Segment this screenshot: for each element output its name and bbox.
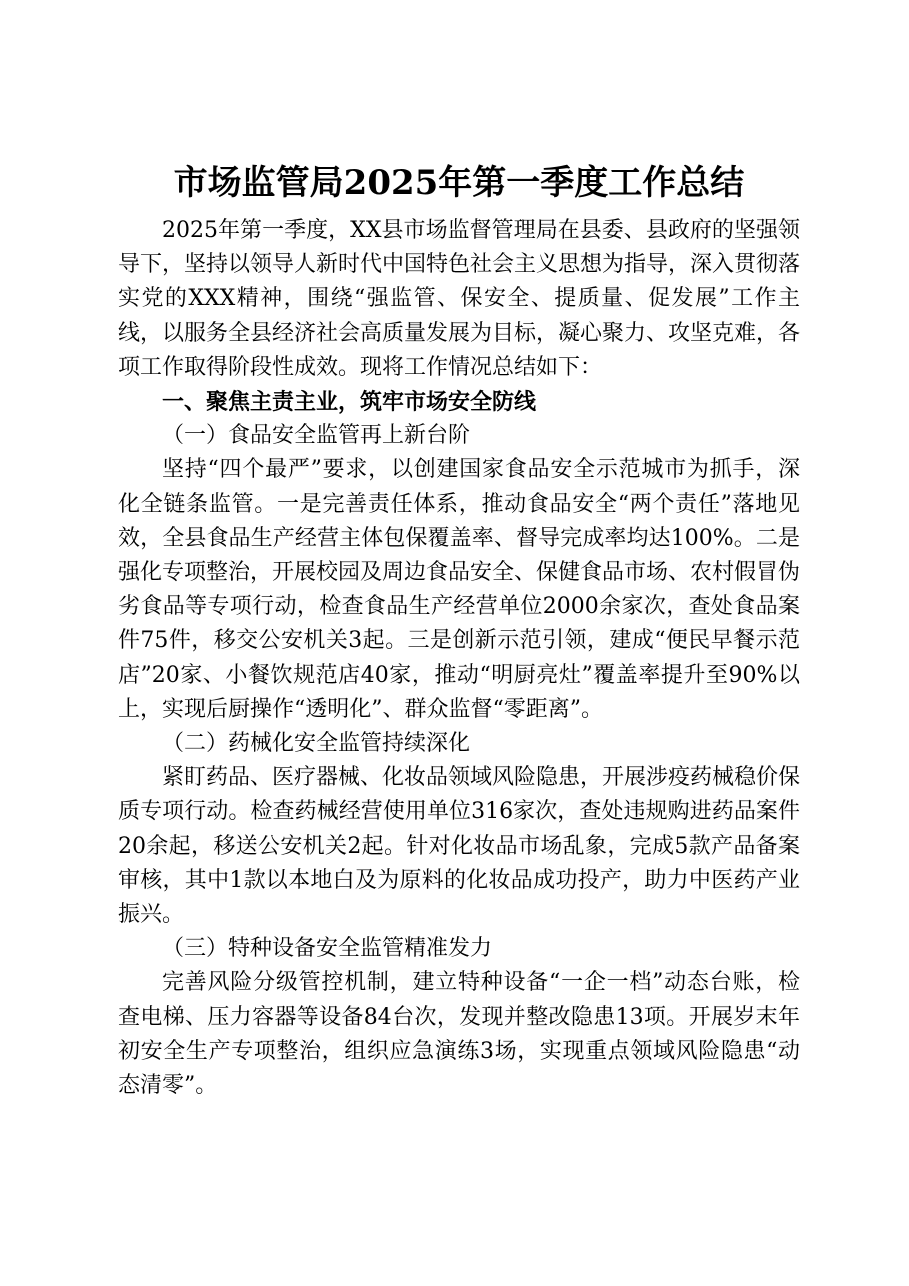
subsection-2-body: 紧盯药品、医疗器械、化妆品领域风险隐患，开展涉疫药械稳价保质专项行动。检查药械经营使用单位316家次，查处违规购进药品案件20余起，移送公安机关2起。针对化妆品市场乱象，完成5款产品备案审核，其中1款以本地白及为原料的化妆品成功投产，助力中医药产业振兴。 xyxy=(118,765,801,928)
subsection-1-heading: （一）食品安全监管再上新台阶 xyxy=(162,423,471,449)
document-title: 市场监管局2025年第一季度工作总结 xyxy=(173,163,745,203)
subsection-2-heading: （二）药械化安全监管持续深化 xyxy=(162,731,471,757)
document-body xyxy=(118,158,800,1103)
subsection-3-body: 完善风险分级管控机制，建立特种设备“一企一档”动态台账，检查电梯、压力容器等设备84台次，发现并整改隐患13项。开展岁末年初安全生产专项整治，组织应急演练3场，实现重点领域风险隐患“动态清零”。 xyxy=(118,970,800,1099)
section-1-heading: 一、聚焦主责主业，筑牢市场安全防线 xyxy=(162,389,537,416)
intro-paragraph: 2025年第一季度，XX县市场监督管理局在县委、县政府的坚强领导下，坚持以领导人新时代中国特色社会主义思想为指导，深入贯彻落实党的XXX精神，围绕“强监管、保安全、提质量、促发展”工作主线，以服务全县经济社会高质量发展为目标，凝心聚力、攻坚克难，各项工作取得阶段性成效。现将工作情况总结如下： xyxy=(118,218,801,380)
subsection-1-body: 坚持“四个最严”要求，以创建国家食品安全示范城市为抓手，深化全链条监管。一是完善责任体系，推动食品安全“两个责任”落地见效，全县食品生产经营主体包保覆盖率、督导完成率均达100%。二是强化专项整治，开展校园及周边食品安全、保健食品市场、农村假冒伪劣食品等专项行动，检查食品生产经营单位2000余家次，查处食品案件75件，移交公安机关3起。三是创新示范引领，建成“便民早餐示范店”20家、小餐饮规范店40家，推动“明厨亮灶”覆盖率提升至90%以上，实现后厨操作“透明化”、群众监督“零距离”。 xyxy=(118,457,801,722)
subsection-3-heading: （三）特种设备安全监管精准发力 xyxy=(162,936,493,962)
